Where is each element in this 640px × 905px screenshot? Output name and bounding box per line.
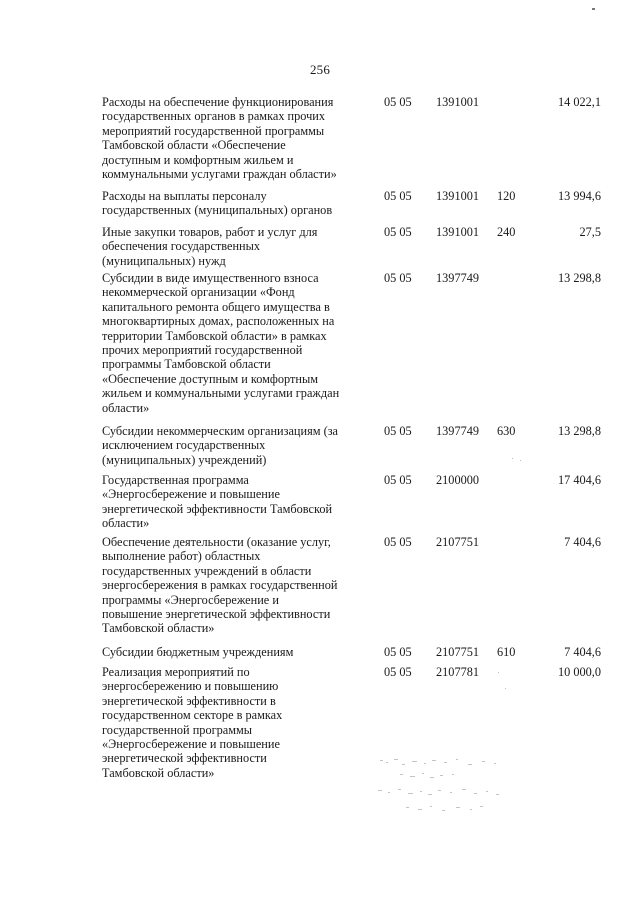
- row-description: Обеспечение деятельности (оказание услуг, выполнение работ) областных государственных учреждений в области энергосбережения в рамках государственной программы «Энергосбережение и повышение энергетической эффективности Тамбовской области»: [102, 535, 338, 636]
- row-amount: 17 404,6: [557, 473, 601, 487]
- row-amount: 7 404,6: [564, 645, 601, 659]
- row-code: 1391001: [436, 189, 480, 203]
- row-description: Реализация мероприятий по энергосбережению и повышению энергетической эффективности в государственном секторе в рамках государственной программы «Энергосбережение и повышение энергетической эффективности Тамбовской области»: [102, 665, 283, 780]
- row-description: Субсидии в виде имущественного взноса некоммерческой организации «Фонд капитального ремонта общего имущества в многоквартирных домах, расположенных на территории Тамбовской области» в рамках прочих мероприятий государственной программы Тамбовской области «Обеспечение доступным и комфортным жильем и коммунальными услугами граждан области»: [102, 271, 340, 415]
- row-amount: 13 298,8: [557, 424, 601, 438]
- row-description: Государственная программа «Энергосбережение и повышение энергетической эффективности Тамбовской области»: [102, 473, 333, 531]
- row-code: 1391001: [436, 225, 480, 239]
- row-amount: 27,5: [579, 225, 601, 239]
- row-amount: 13 994,6: [557, 189, 601, 203]
- scan-mark: [592, 8, 595, 10]
- row-code: 2107781: [436, 665, 480, 679]
- row-description: Расходы на выплаты персоналу государственных (муниципальных) органов: [102, 189, 333, 218]
- row-section: 05 05: [384, 189, 412, 203]
- row-section: 05 05: [384, 424, 412, 438]
- row-code: 1391001: [436, 95, 480, 109]
- row-description: Расходы на обеспечение функционирования государственных органов в рамках прочих мероприятий государственной программы Тамбовской области «Обеспечение доступным и комфортным жильем и коммунальными услугами граждан области»: [102, 95, 337, 182]
- row-section: 05 05: [384, 473, 412, 487]
- row-amount: 14 022,1: [557, 95, 601, 109]
- row-description: Субсидии бюджетным учреждениям: [102, 645, 294, 659]
- row-type: 240: [497, 225, 516, 239]
- row-section: 05 05: [384, 645, 412, 659]
- row-amount: 13 298,8: [557, 271, 601, 285]
- row-section: 05 05: [384, 271, 412, 285]
- row-type: 630: [497, 424, 516, 438]
- row-section: 05 05: [384, 665, 412, 679]
- row-code: 2100000: [436, 473, 480, 487]
- row-section: 05 05: [384, 225, 412, 239]
- page-number: 256: [309, 62, 331, 77]
- row-code: 1397749: [436, 271, 480, 285]
- row-description: Субсидии некоммерческим организациям (за исключением государственных (муниципальных) учреждений): [102, 424, 339, 467]
- row-code: 2107751: [436, 535, 480, 549]
- row-amount: 10 000,0: [557, 665, 601, 679]
- row-section: 05 05: [384, 535, 412, 549]
- row-amount: 7 404,6: [564, 535, 601, 549]
- row-code: 2107751: [436, 645, 480, 659]
- row-type: 610: [497, 645, 516, 659]
- row-section: 05 05: [384, 95, 412, 109]
- row-type: 120: [497, 189, 516, 203]
- faint-stamp-artifact: [372, 752, 508, 818]
- row-code: 1397749: [436, 424, 480, 438]
- row-description: Иные закупки товаров, работ и услуг для обеспечения государственных (муниципальных) нужд: [102, 225, 318, 268]
